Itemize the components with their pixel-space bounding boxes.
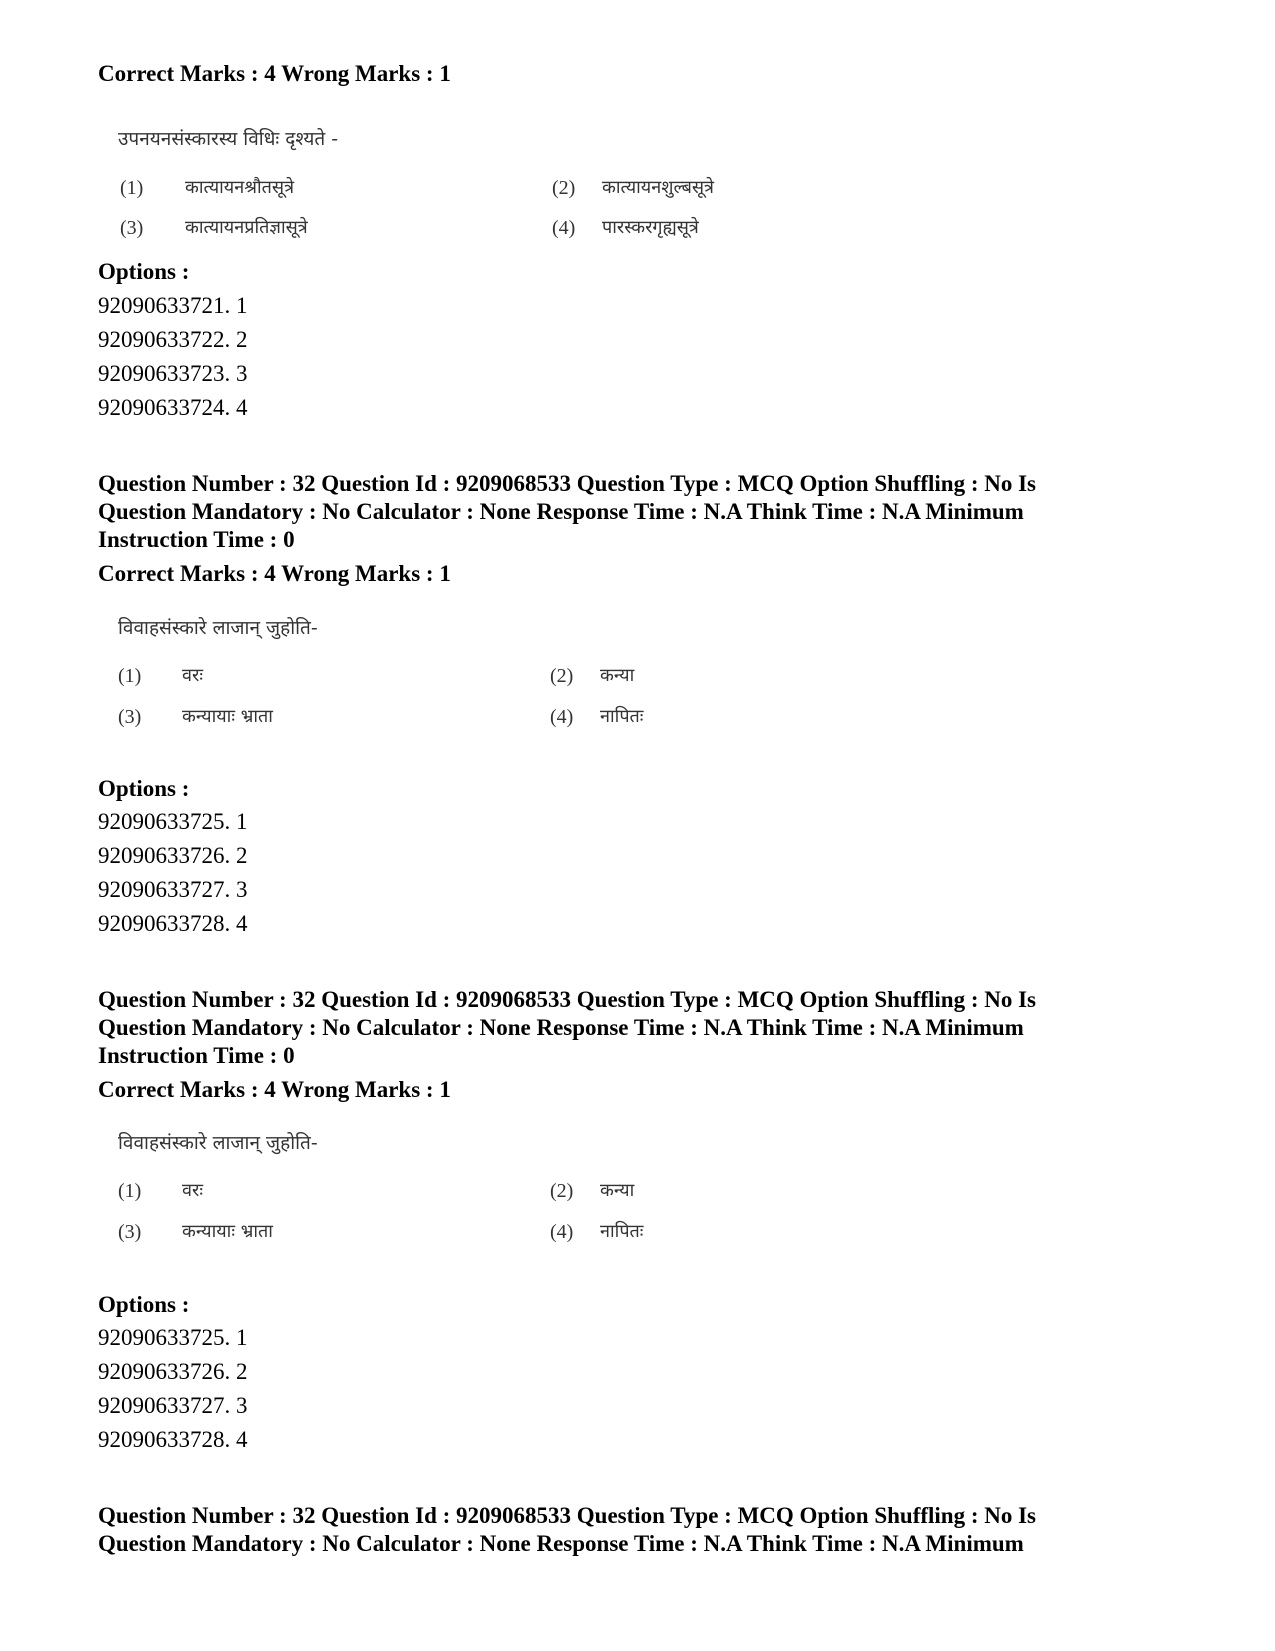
question-header: Question Mandatory : No Calculator : None Response Time : N.A Think Time : N.A Minimum [98,499,1024,524]
choice-number: (1) [118,1180,142,1202]
choice-number: (1) [118,665,142,687]
choice-number: (4) [550,706,574,728]
option-item: 92090633727. 3 [98,877,248,902]
option-item: 92090633724. 4 [98,395,248,420]
choice-text: नापितः [600,706,644,727]
choice-number: (4) [550,1221,574,1243]
question-text: विवाहसंस्कारे लाजान् जुहोति- [118,1132,318,1154]
option-item: 92090633726. 2 [98,843,248,868]
marks-line: Correct Marks : 4 Wrong Marks : 1 [98,61,451,86]
choice-text: नापितः [600,1221,644,1242]
choice-text: कन्या [600,1180,635,1201]
question-text: उपनयनसंस्कारस्य विधिः दृश्यते - [118,128,339,150]
choice-text: कन्यायाः भ्राता [182,1221,273,1242]
option-item: 92090633723. 3 [98,361,248,386]
choice-number: (2) [550,665,574,687]
question-header: Instruction Time : 0 [98,1043,295,1068]
options-label: Options : [98,259,190,284]
choice-text: कन्या [600,665,635,686]
question-header: Question Mandatory : No Calculator : None Response Time : N.A Think Time : N.A Minimum [98,1015,1024,1040]
option-item: 92090633722. 2 [98,327,248,352]
option-item: 92090633721. 1 [98,293,248,318]
marks-line: Correct Marks : 4 Wrong Marks : 1 [98,1077,451,1102]
choice-text: पारस्करगृह्यसूत्रे [602,217,699,238]
choice-number: (3) [118,1221,142,1243]
question-header: Question Number : 32 Question Id : 9209068533 Question Type : MCQ Option Shuffling : No Is [98,1503,1037,1528]
choice-text: कात्यायनप्रतिज्ञासूत्रे [185,217,308,238]
option-item: 92090633728. 4 [98,911,248,936]
question-header: Question Mandatory : No Calculator : None Response Time : N.A Think Time : N.A Minimum [98,1531,1024,1556]
question-header: Question Number : 32 Question Id : 9209068533 Question Type : MCQ Option Shuffling : No Is [98,987,1037,1012]
choice-text: वरः [182,665,204,686]
question-header: Instruction Time : 0 [98,527,295,552]
question-header: Question Number : 32 Question Id : 9209068533 Question Type : MCQ Option Shuffling : No Is [98,471,1037,496]
choice-text: वरः [182,1180,204,1201]
option-item: 92090633727. 3 [98,1393,248,1418]
option-item: 92090633726. 2 [98,1359,248,1384]
choice-text: कन्यायाः भ्राता [182,706,273,727]
choice-text: कात्यायनशुल्बसूत्रे [602,177,714,198]
options-label: Options : [98,1292,190,1317]
choice-text: कात्यायनश्रौतसूत्रे [185,177,295,198]
option-item: 92090633725. 1 [98,809,248,834]
choice-number: (4) [552,217,576,239]
choice-number: (3) [118,706,142,728]
option-item: 92090633728. 4 [98,1427,248,1452]
option-item: 92090633725. 1 [98,1325,248,1350]
choice-number: (1) [120,177,144,199]
options-label: Options : [98,776,190,801]
marks-line: Correct Marks : 4 Wrong Marks : 1 [98,561,451,586]
choice-number: (2) [552,177,576,199]
choice-number: (2) [550,1180,574,1202]
choice-number: (3) [120,217,144,239]
question-text: विवाहसंस्कारे लाजान् जुहोति- [118,617,318,639]
